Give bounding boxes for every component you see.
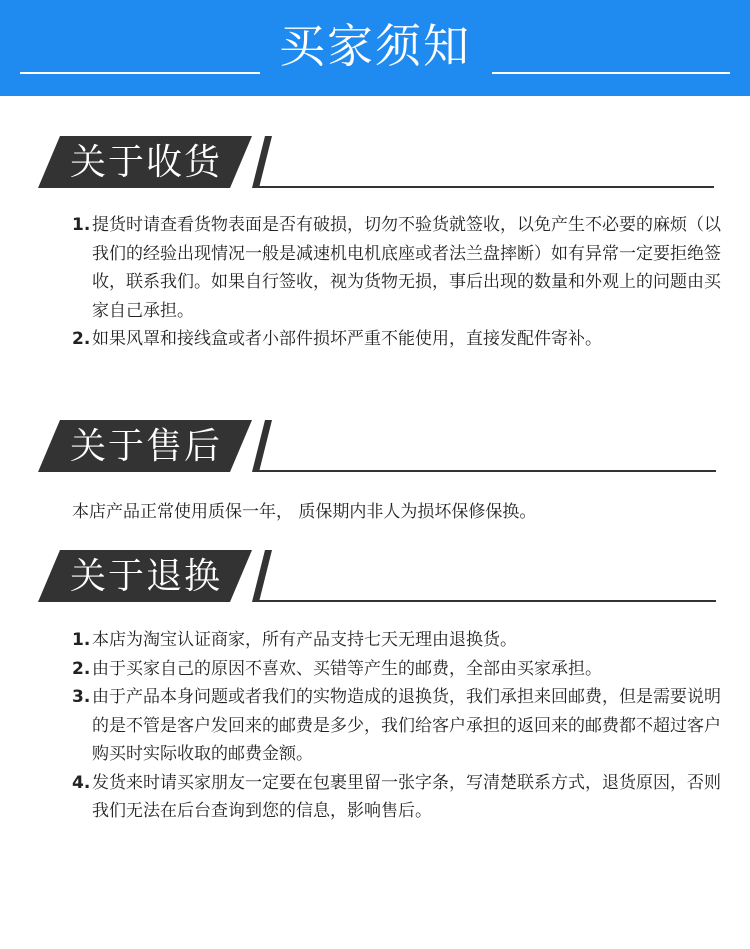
page-title: 买家须知 xyxy=(279,19,471,73)
section-rule xyxy=(256,600,716,602)
slash-decoration xyxy=(252,136,272,188)
list-item xyxy=(72,655,724,684)
item-number: 3. xyxy=(72,687,91,707)
section-rule xyxy=(256,186,714,188)
list-item xyxy=(72,626,724,655)
item-number: 1. xyxy=(72,215,91,235)
list-item xyxy=(72,769,724,826)
section-title: 关于收货 xyxy=(70,142,223,183)
section-title: 关于退换 xyxy=(70,556,223,597)
list-item xyxy=(72,211,724,325)
list-item xyxy=(72,325,724,354)
item-number: 4. xyxy=(72,772,91,793)
receipt-list xyxy=(72,211,724,354)
returns-list xyxy=(72,626,724,826)
slash-decoration xyxy=(252,420,272,472)
section-header-after-sales xyxy=(0,420,750,480)
section-header-returns xyxy=(0,550,750,610)
item-number: 1. xyxy=(72,630,91,650)
slash-decoration xyxy=(252,550,272,602)
item-text: 如果风罩和接线盒或者小部件损坏严重不能使用，直接发配件寄补。 xyxy=(92,329,602,349)
header-banner xyxy=(0,0,750,96)
item-text: 发货来时请买家朋友一定要在包裹里留一张字条，写清楚联系方式，退货原因，否则我们无法在后台查询到您的信息，影响售后。 xyxy=(92,772,721,821)
item-text: 由于买家自己的原因不喜欢、买错等产生的邮费，全部由买家承担。 xyxy=(92,658,602,679)
list-item xyxy=(72,683,724,769)
item-text: 由于产品本身问题或者我们的实物造成的退换货，我们承担来回邮费，但是需要说明的是不管是客户发回来的邮费是多少，我们给客户承担的返回来的邮费都不超过客户购买时实际收取的邮费金额。 xyxy=(92,687,721,764)
item-number: 2. xyxy=(72,658,91,679)
banner-right-line xyxy=(492,72,730,74)
section-rule xyxy=(256,470,716,472)
after-sales-text: 本店产品正常使用质保一年， 质保期内非人为损坏保修保换。 xyxy=(72,502,537,522)
item-number: 2. xyxy=(72,329,91,349)
item-text: 本店为淘宝认证商家，所有产品支持七天无理由退换货。 xyxy=(92,630,517,650)
section-header-receipt xyxy=(0,136,750,196)
section-title: 关于售后 xyxy=(70,426,223,467)
item-text: 提货时请查看货物表面是否有破损，切勿不验货就签收，以免产生不必要的麻烦（以我们的经验出现情况一般是减速机电机底座或者法兰盘摔断）如有异常一定要拒绝签收，联系我们。如果自行签收，视为货物无损，事后出现的数量和外观上的问题由买家自己承担。 xyxy=(92,215,721,321)
